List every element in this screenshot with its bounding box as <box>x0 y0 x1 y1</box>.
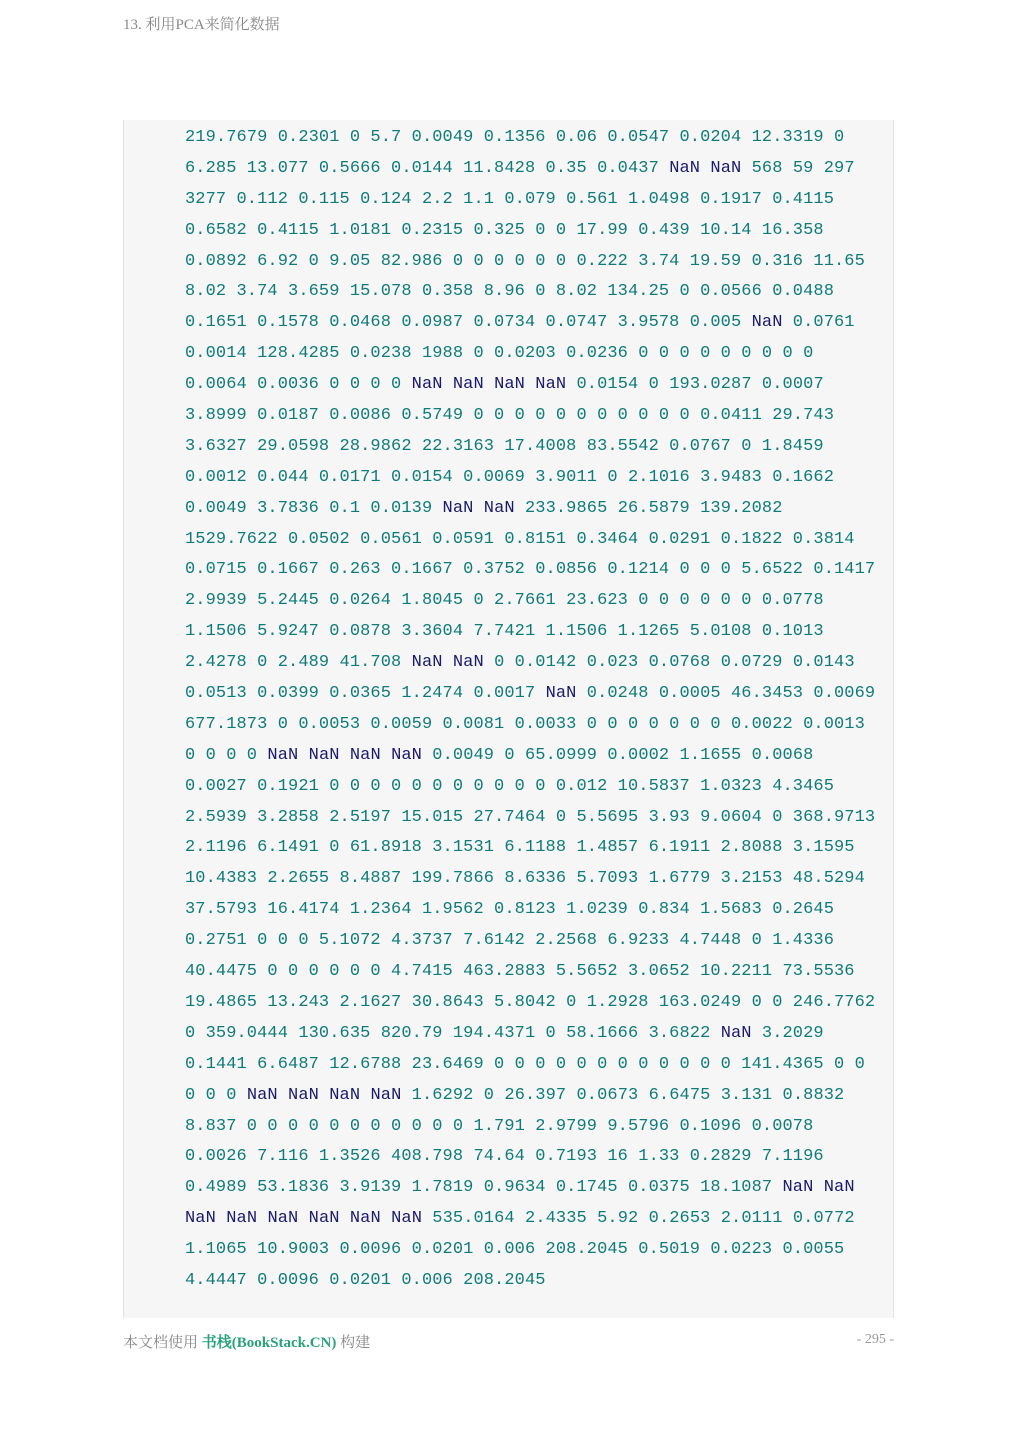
code-line: 0.6582 0.4115 1.0181 0.2315 0.325 0 0 17.99 0.439 10.14 16.358 <box>185 220 824 240</box>
footer-suffix: 构建 <box>340 1335 371 1351</box>
code-line: 0.4989 53.1836 3.9139 1.7819 0.9634 0.1745 0.0375 18.1087 NaN NaN <box>185 1178 855 1198</box>
code-line: 3.8999 0.0187 0.0086 0.5749 0 0 0 0 0 0 0 0 0 0 0 0.0411 29.743 <box>185 406 835 426</box>
code-line: 0 359.0444 130.635 820.79 194.4371 0 58.1666 3.6822 NaN 3.2029 <box>185 1023 824 1043</box>
code-line: 219.7679 0.2301 0 5.7 0.0049 0.1356 0.06 0.0547 0.0204 12.3319 0 <box>185 128 845 147</box>
code-line: 0.2751 0 0 0 5.1072 4.3737 7.6142 2.2568 6.9233 4.7448 0 1.4336 <box>185 931 835 951</box>
code-line: 0.0049 3.7836 0.1 0.0139 NaN NaN 233.9865 26.5879 139.2082 <box>185 498 783 518</box>
code-line: 0 0 0 0 NaN NaN NaN NaN 0.0049 0 65.0999 0.0002 1.1655 0.0068 <box>185 745 814 765</box>
footer-prefix: 本文档使用 <box>123 1335 199 1351</box>
code-block <box>123 120 894 1318</box>
code-line: 0.0012 0.044 0.0171 0.0154 0.0069 3.9011 0 2.1016 3.9483 0.1662 <box>185 467 835 487</box>
code-line: 40.4475 0 0 0 0 0 0 4.7415 463.2883 5.5652 3.0652 10.2211 73.5536 <box>185 962 855 982</box>
code-line: 2.5939 3.2858 2.5197 15.015 27.7464 0 5.5695 3.93 9.0604 0 368.9713 <box>185 807 876 827</box>
code-line: 0.0064 0.0036 0 0 0 0 NaN NaN NaN NaN 0.0154 0 193.0287 0.0007 <box>185 375 824 395</box>
code-line: 37.5793 16.4174 1.2364 1.9562 0.8123 1.0239 0.834 1.5683 0.2645 <box>185 900 835 920</box>
page-number: - 295 - <box>856 1332 894 1347</box>
code-line: 1529.7622 0.0502 0.0561 0.0591 0.8151 0.3464 0.0291 0.1822 0.3814 <box>185 529 855 549</box>
code-line: 3.6327 29.0598 28.9862 22.3163 17.4008 83.5542 0.0767 0 1.8459 <box>185 436 824 456</box>
code-lines <box>185 123 875 1297</box>
code-line: 0 0 0 NaN NaN NaN NaN 1.6292 0 26.397 0.0673 6.6475 3.131 0.8832 <box>185 1085 845 1105</box>
code-line: 677.1873 0 0.0053 0.0059 0.0081 0.0033 0 0 0 0 0 0 0 0.0022 0.0013 <box>185 714 865 734</box>
code-line: 0.0892 6.92 0 9.05 82.986 0 0 0 0 0 0 0.222 3.74 19.59 0.316 11.65 <box>185 251 865 271</box>
code-line: 4.4447 0.0096 0.0201 0.006 208.2045 <box>185 1270 546 1290</box>
code-line: NaN NaN NaN NaN NaN NaN 535.0164 2.4335 5.92 0.2653 2.0111 0.0772 <box>185 1209 855 1229</box>
code-line: 2.9939 5.2445 0.0264 1.8045 0 2.7661 23.623 0 0 0 0 0 0 0.0778 <box>185 591 824 611</box>
code-line: 0.1441 6.6487 12.6788 23.6469 0 0 0 0 0 0 0 0 0 0 0 0 141.4365 0 0 <box>185 1054 865 1074</box>
code-line: 8.02 3.74 3.659 15.078 0.358 8.96 0 8.02 134.25 0 0.0566 0.0488 <box>185 282 835 302</box>
code-line: 10.4383 2.2655 8.4887 199.7866 8.6336 5.7093 1.6779 3.2153 48.5294 <box>185 869 865 889</box>
code-line: 0.0513 0.0399 0.0365 1.2474 0.0017 NaN 0.0248 0.0005 46.3453 0.0069 <box>185 684 876 704</box>
footer-credit <box>123 1331 370 1352</box>
code-line: 8.837 0 0 0 0 0 0 0 0 0 0 0 1.791 2.9799 9.5796 0.1096 0.0078 <box>185 1116 814 1136</box>
code-line: 0.0027 0.1921 0 0 0 0 0 0 0 0 0 0 0 0.012 10.5837 1.0323 4.3465 <box>185 776 835 796</box>
code-line: 2.4278 0 2.489 41.708 NaN NaN 0 0.0142 0.023 0.0768 0.0729 0.0143 <box>185 653 855 673</box>
code-line: 1.1506 5.9247 0.0878 3.3604 7.7421 1.1506 1.1265 5.0108 0.1013 <box>185 622 824 642</box>
code-line: 2.1196 6.1491 0 61.8918 3.1531 6.1188 1.4857 6.1911 2.8088 3.1595 <box>185 838 855 858</box>
chapter-title: 13. 利用PCA来简化数据 <box>123 17 280 33</box>
bookstack-link[interactable]: 书栈(BookStack.CN) <box>201 1335 337 1351</box>
code-line: 19.4865 13.243 2.1627 30.8643 5.8042 0 1.2928 163.0249 0 0 246.7762 <box>185 992 876 1012</box>
code-line: 0.0014 128.4285 0.0238 1988 0 0.0203 0.0236 0 0 0 0 0 0 0 0 0 <box>185 344 814 364</box>
code-line: 6.285 13.077 0.5666 0.0144 11.8428 0.35 0.0437 NaN NaN 568 59 297 <box>185 158 855 178</box>
code-line: 0.0715 0.1667 0.263 0.1667 0.3752 0.0856 0.1214 0 0 0 5.6522 0.1417 <box>185 560 876 580</box>
code-line: 3277 0.112 0.115 0.124 2.2 1.1 0.079 0.561 1.0498 0.1917 0.4115 <box>185 189 835 209</box>
code-line: 1.1065 10.9003 0.0096 0.0201 0.006 208.2045 0.5019 0.0223 0.0055 <box>185 1240 845 1260</box>
code-line: 0.0026 7.116 1.3526 408.798 74.64 0.7193 16 1.33 0.2829 7.1196 <box>185 1147 824 1167</box>
code-line: 0.1651 0.1578 0.0468 0.0987 0.0734 0.0747 3.9578 0.005 NaN 0.0761 <box>185 313 855 333</box>
